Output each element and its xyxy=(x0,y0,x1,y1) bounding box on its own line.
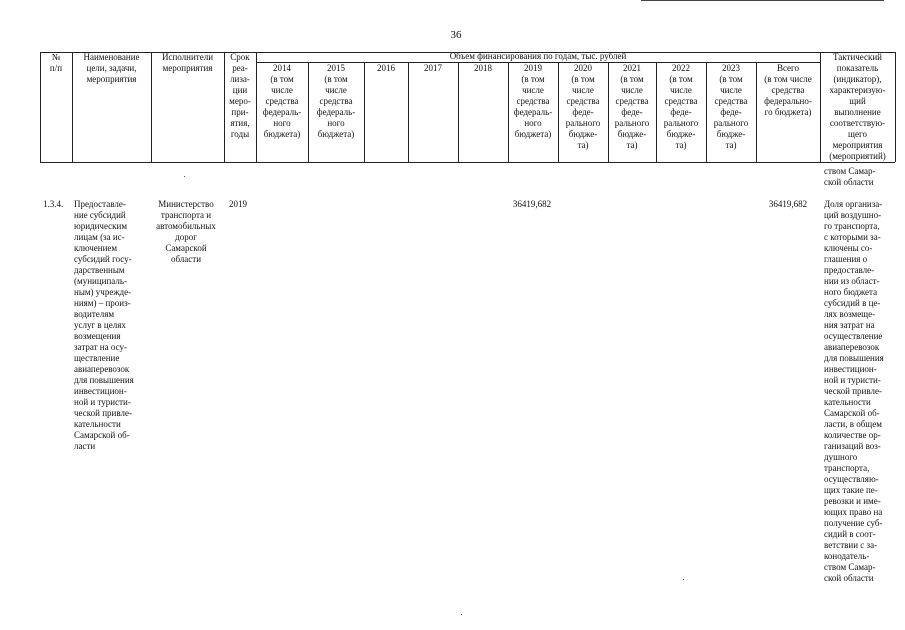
row-term: 2019 xyxy=(229,199,247,209)
top-rule xyxy=(641,0,884,1)
header-name: Наименование цели, задачи, мероприятия xyxy=(83,52,140,84)
header-total: Всего (в том числе средства федерально- го бюджета) xyxy=(764,63,812,117)
header-number: № п/п xyxy=(49,52,63,73)
header-year-2018: 2018 xyxy=(474,63,492,73)
row-amount-2019: 36419,682 xyxy=(512,199,552,209)
header-year-2015: 2015 (в том числе средства федераль- ного бюджета) xyxy=(316,63,356,139)
carryover-text: ством Самар- ской области xyxy=(824,166,876,187)
header-year-2019: 2019 (в том числе средства федераль- ного бюджета) xyxy=(513,63,553,139)
header-financing-title: Объем финансирования по годам, тыс. рублей xyxy=(449,51,627,61)
row-total: 36419,682 xyxy=(768,199,808,209)
scan-speck xyxy=(184,176,185,177)
header-year-2023: 2023 (в том числе средства феде- рального бюдже- та) xyxy=(713,63,749,150)
scan-speck xyxy=(461,614,462,615)
header-year-2020: 2020 (в том числе средства феде- рального бюдже- та) xyxy=(565,63,601,150)
header-year-2022: 2022 (в том числе средства феде- рального бюдже- та) xyxy=(663,63,699,150)
header-year-2014: 2014 (в том числе средства федераль- ного бюджета) xyxy=(262,63,302,139)
header-term: Срок реа- лиза- ции меро- при- ятия, годы xyxy=(229,52,251,139)
row-name: Предоставле- ние субсидий юридическим лицам (за ис- ключением субсидий госу- дарственным (муниципаль- ным) учрежде- ниям) – произ- водителям услуг в целях возмещения затрат на осу- ществление авиаперевозок для повышения инвестицион- ной и туристи- ческой привле- кательности Самарской об- ласти xyxy=(74,199,134,451)
row-number: 1.3.4. xyxy=(43,199,64,209)
row-indicator: Доля организа- ций воздушно- го транспорта, с которыми за- ключены со- глашения о предоставле- нии из област- ного бюджета субсидий в це- лях возмеще- ния затрат на осуществление авиаперевозок для повышения инвестицион- ной и туристи- ческой привле- кательности Самарской об- ласти, в общем количестве ор- ганизаций воз- душного транспорта, осуществляю- щих такие пе- ревозки и име- ющих право на получение суб- сидий в соот- ветствии с за- конодатель- ством Самар- ской области xyxy=(824,199,884,583)
scan-speck xyxy=(683,579,684,580)
row-executor: Министерство транспорта и автомобильных дорог Самарской области xyxy=(156,199,216,264)
page-number: 36 xyxy=(450,29,462,41)
header-year-2021: 2021 (в том числе средства феде- рального бюдже- та) xyxy=(614,63,650,150)
header-year-2017: 2017 xyxy=(424,63,442,73)
header-year-2016: 2016 xyxy=(377,63,395,73)
header-executors: Исполнители мероприятия xyxy=(161,52,214,73)
header-indicator: Тактический показатель (индикатор), характеризую- щий выполнение соответствую- щего мероприятия (мероприятий) xyxy=(829,52,886,161)
